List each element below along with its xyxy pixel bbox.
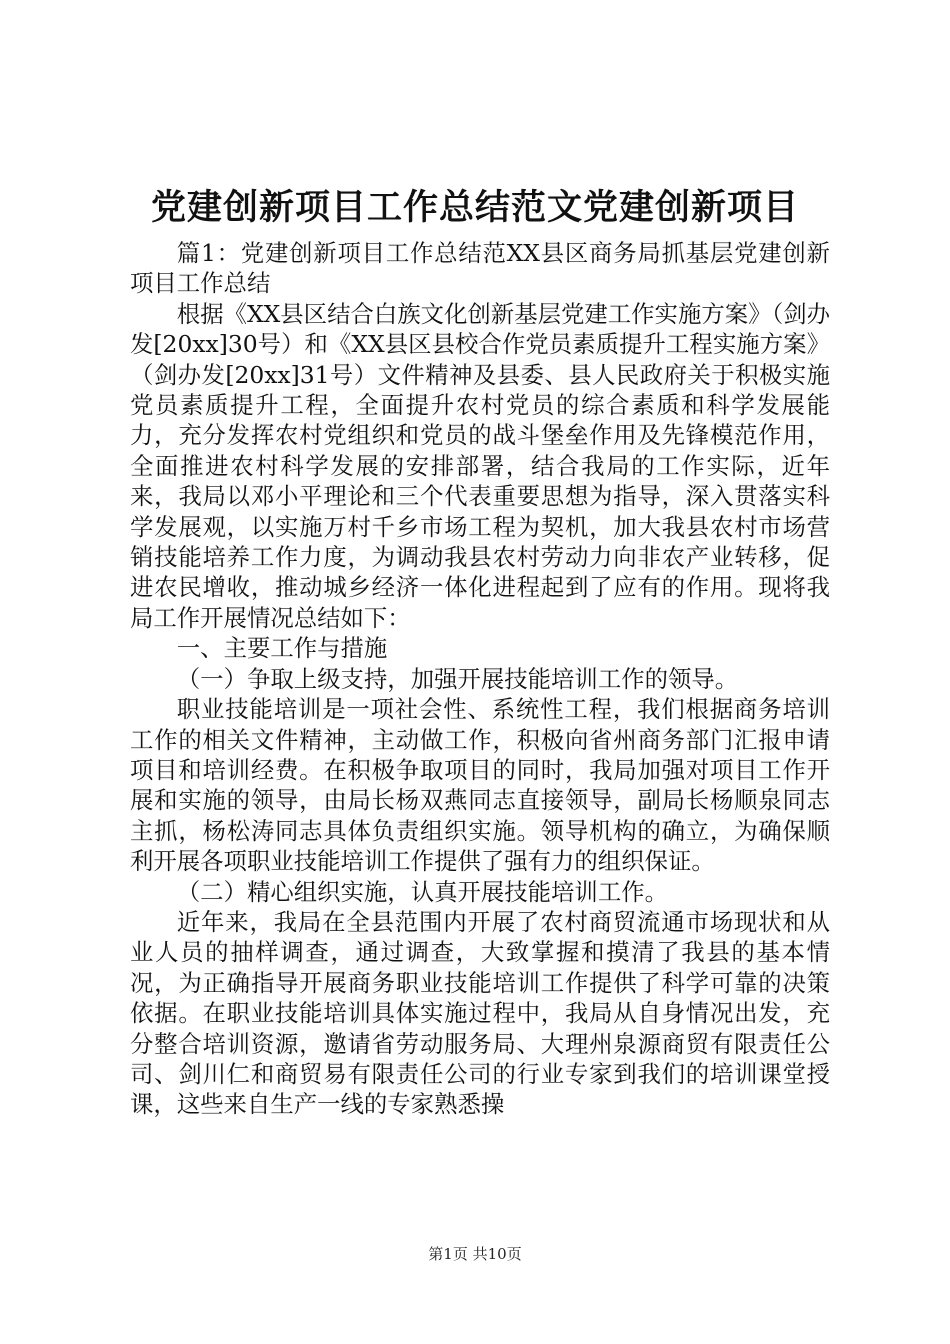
section-heading-main-work: 一、主要工作与措施 [176,634,388,663]
subsection-heading-1: （一）争取上级支持，加强开展技能培训工作的领导。 [176,664,739,693]
page-footer: 第1页 共10页 [428,1245,522,1263]
paragraph-heading-article: 篇1：党建创新项目工作总结范XX县区商务局抓基层党建创新项目工作总结 [130,239,830,298]
paragraph-intro: 根据《XX县区结合白族文化创新基层党建工作实施方案》（剑办发[20xx]30号）和《XX县区县校合作党员素质提升工程实施方案》（剑办发[20xx]31号）文件精神及县委、县人民政府关于积极实施党员素质提升工程，全面提升农村党员的综合素质和科学发展能力，充分发挥农村党组织和党员的战斗堡垒作用及先锋模范作用，全面推进农村科学发展的安排部署，结合我局的工作实际，近年来，我局以邓小平理论和三个代表重要思想为指导，深入贯落实科学发展观，以实施万村千乡市场工程为契机，加大我县农村市场营销技能培养工作力度，为调动我县农村劳动力向非农产业转移，促进农民增收，推动城乡经济一体化进程起到了应有的作用。现将我局工作开展情况总结如下： [130,299,830,632]
paragraph-training-leadership: 职业技能培训是一项社会性、系统性工程，我们根据商务培训工作的相关文件精神，主动做工作，积极向省州商务部门汇报申请项目和培训经费。在积极争取项目的同时，我局加强对项目工作开展和实施的领导，由局长杨双燕同志直接领导，副局长杨顺泉同志主抓，杨松涛同志具体负责组织实施。领导机构的确立，为确保顺利开展各项职业技能培训工作提供了强有力的组织保证。 [130,695,830,876]
document-body [130,238,830,1120]
subsection-heading-2: （二）精心组织实施，认真开展技能培训工作。 [176,877,668,906]
paragraph-training-implementation: 近年来，我局在全县范围内开展了农村商贸流通市场现状和从业人员的抽样调查，通过调查，大致掌握和摸清了我县的基本情况，为正确指导开展商务职业技能培训工作提供了科学可靠的决策依据。在职业技能培训具体实施过程中，我局从自身情况出发，充分整合培训资源，邀请省劳动服务局、大理州泉源商贸有限责任公司、剑川仁和商贸易有限责任公司的行业专家到我们的培训课堂授课，这些来自生产一线的专家熟悉操 [130,907,830,1119]
document-title: 党建创新项目工作总结范文党建创新项目 [150,188,799,228]
